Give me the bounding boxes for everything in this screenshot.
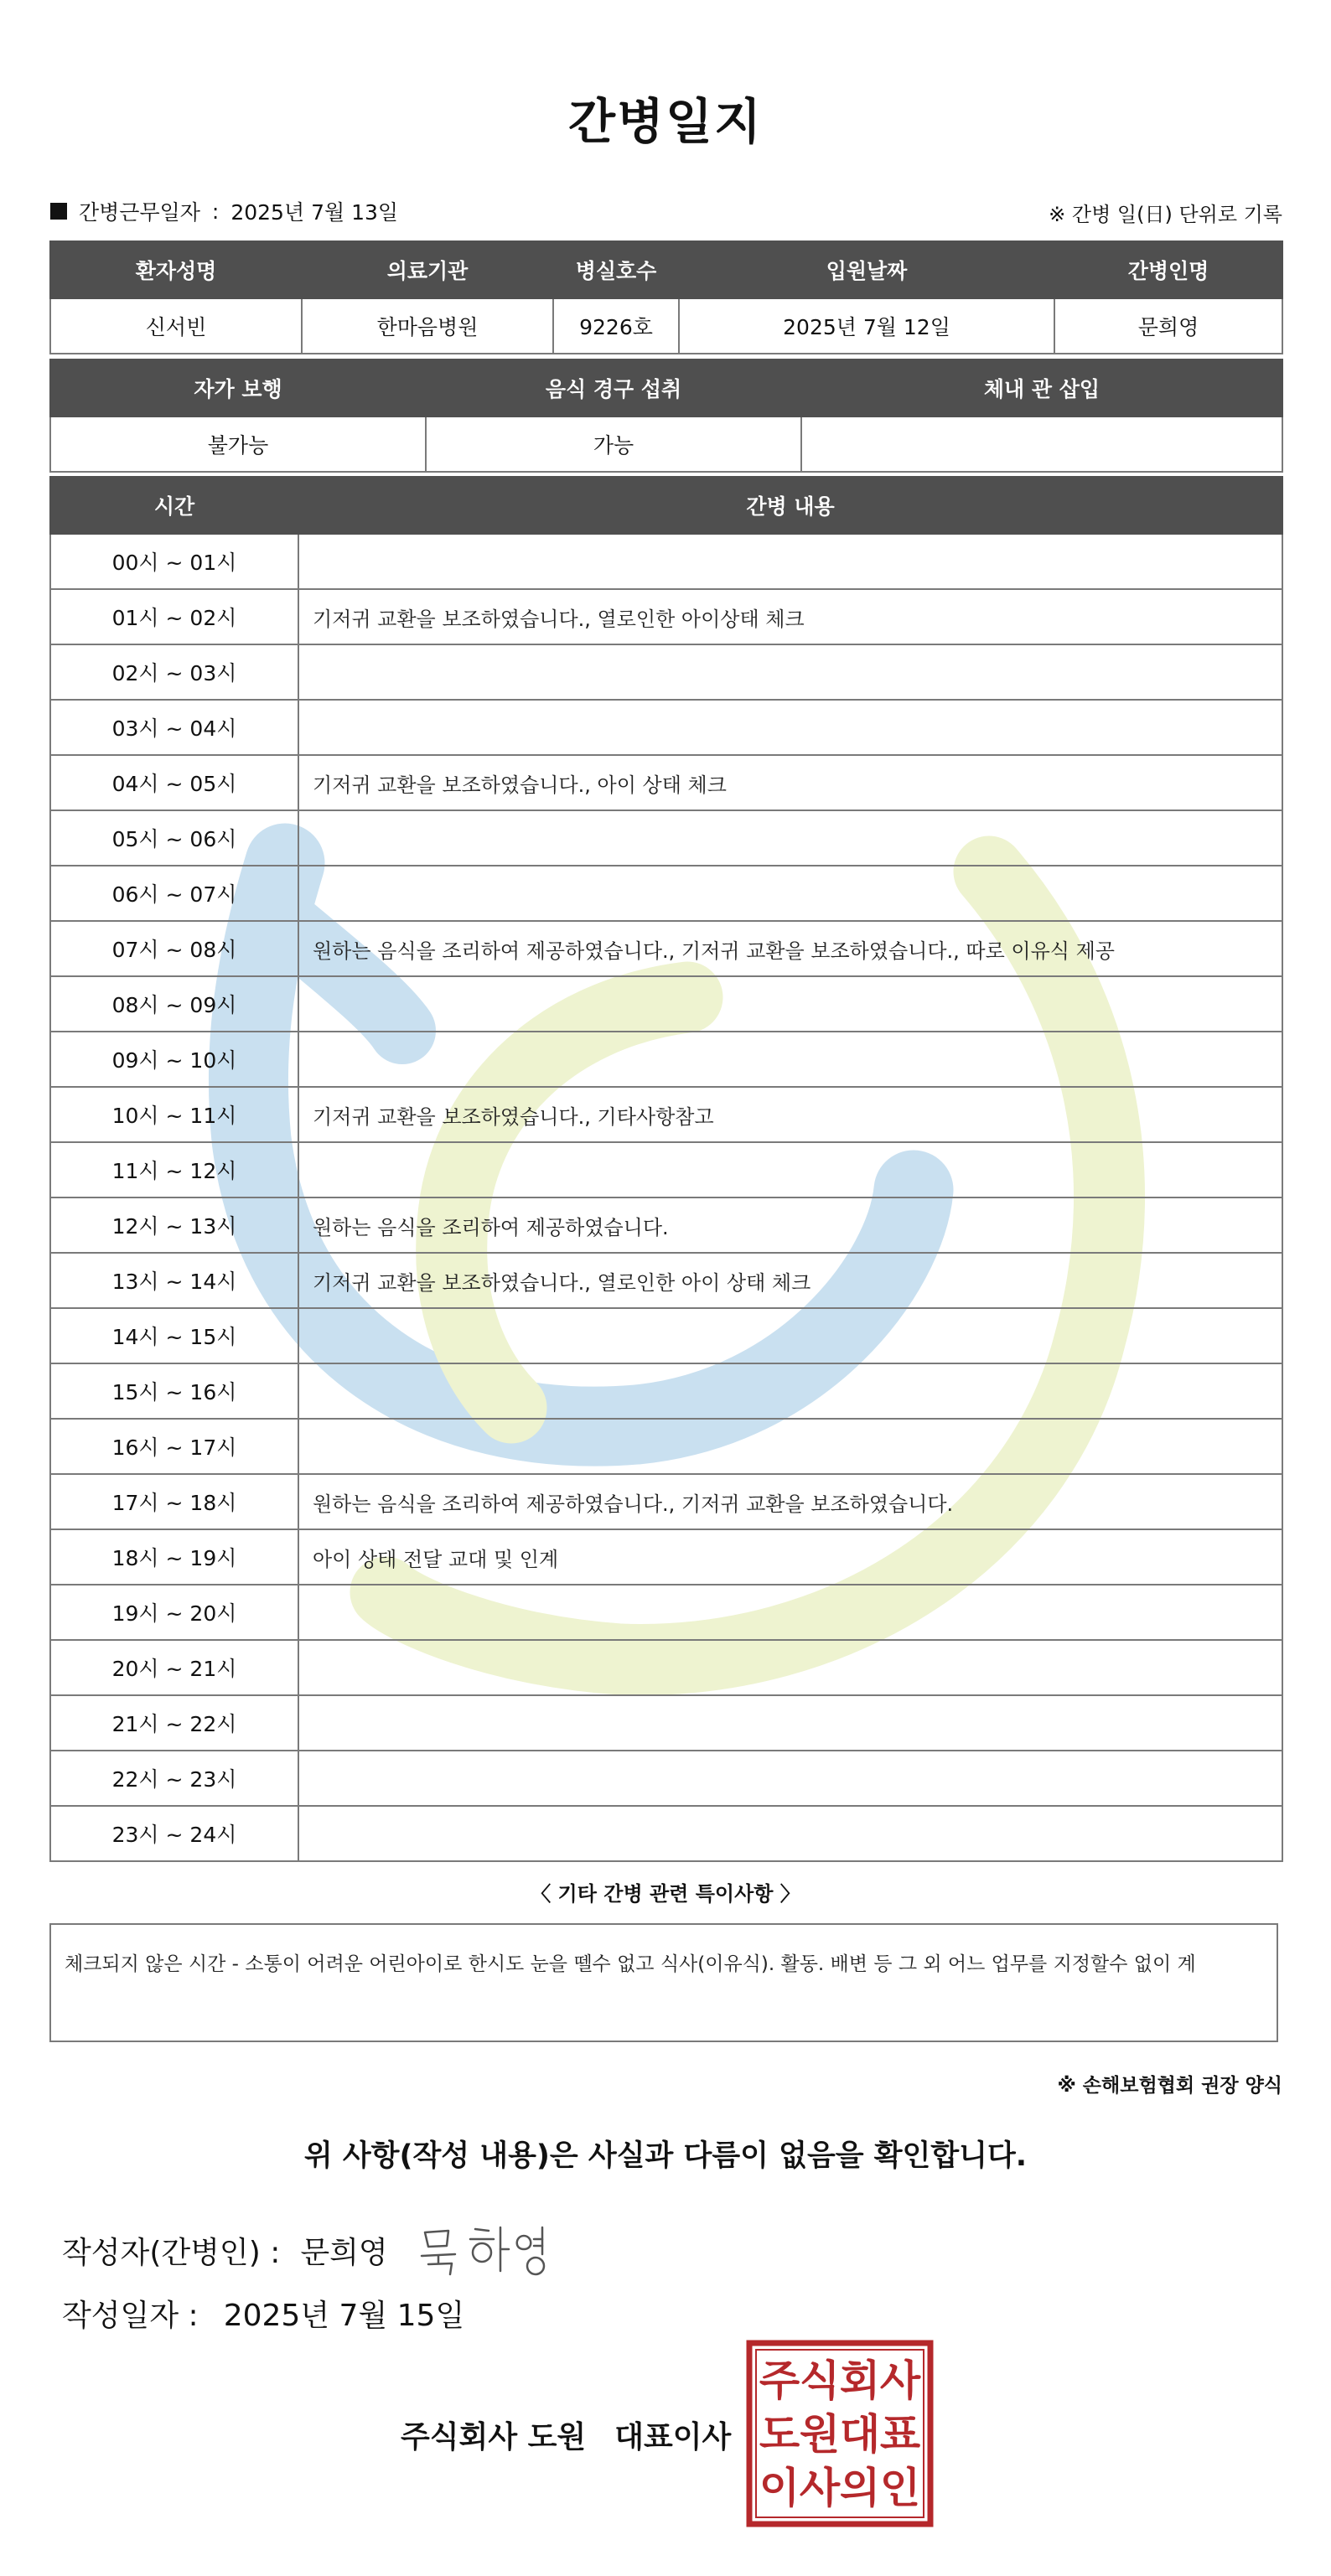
log-content [298,1142,1282,1197]
log-time: 16시 ~ 17시 [50,1419,298,1474]
log-time: 01시 ~ 02시 [50,589,298,644]
log-time: 17시 ~ 18시 [50,1474,298,1529]
work-date-value: 2025년 7월 13일 [230,200,399,225]
oral-intake-status: 가능 [426,416,801,472]
svg-text:표: 표 [879,2410,921,2459]
log-row [50,866,1282,921]
log-content: 기저귀 교환을 보조하였습니다., 열로인한 아이상태 체크 [298,589,1282,644]
log-row [50,1253,1282,1308]
log-row [50,1308,1282,1363]
log-content [298,866,1282,921]
writer-row [62,2221,584,2279]
log-time: 11시 ~ 12시 [50,1142,298,1197]
company-row [401,2413,731,2456]
log-time: 05시 ~ 06시 [50,810,298,866]
log-time: 06시 ~ 07시 [50,866,298,921]
tube-insertion-status [801,416,1282,472]
remarks-title: 〈 기타 간병 관련 특이사항 〉 [531,1882,800,1906]
unit-note: ※ 간병 일(日) 단위로 기록 [1049,203,1282,226]
log-content [298,1585,1282,1640]
company-seal-stamp [746,2340,934,2527]
log-row [50,1640,1282,1695]
patient-name: 신서빈 [50,298,302,354]
log-content: 아이 상태 전달 교대 및 인계 [298,1529,1282,1585]
log-time: 18시 ~ 19시 [50,1529,298,1585]
log-content: 원하는 음식을 조리하여 제공하였습니다., 기저귀 교환을 보조하였습니다. [298,1474,1282,1529]
log-content: 기저귀 교환을 보조하였습니다., 아이 상태 체크 [298,755,1282,810]
log-time: 19시 ~ 20시 [50,1585,298,1640]
remarks-box [49,1923,1278,2042]
written-date-row [62,2292,464,2335]
log-time: 22시 ~ 23시 [50,1751,298,1806]
header-care-content: 간병 내용 [298,477,1282,534]
log-row [50,810,1282,866]
insurer-note: ※ 손해보험협회 권장 양식 [1057,2075,1282,2097]
log-row [50,1087,1282,1142]
svg-text:대: 대 [839,2410,881,2459]
log-content [298,1419,1282,1474]
svg-text:인: 인 [879,2464,921,2512]
svg-text:주: 주 [759,2356,800,2405]
admission-date: 2025년 7월 12일 [679,298,1054,354]
log-time: 02시 ~ 03시 [50,644,298,700]
svg-text:회: 회 [839,2356,881,2405]
log-row [50,921,1282,976]
ceo-title: 대표이사 [614,2420,732,2454]
work-date-separator: : [211,199,220,224]
log-row [50,1419,1282,1474]
header-admission-date: 입원날짜 [679,241,1054,298]
svg-text:사: 사 [879,2356,921,2405]
log-content [298,700,1282,755]
log-row [50,1363,1282,1419]
log-row [50,1695,1282,1751]
log-time: 12시 ~ 13시 [50,1197,298,1253]
log-content [298,644,1282,700]
walking-status: 불가능 [50,416,426,472]
company-name: 주식회사 도원 [401,2420,587,2454]
log-content [298,1751,1282,1806]
header-time: 시간 [50,477,298,534]
log-content: 원하는 음식을 조리하여 제공하였습니다. [298,1197,1282,1253]
log-time: 10시 ~ 11시 [50,1087,298,1142]
caregiver-name: 문희영 [1054,298,1282,354]
log-row [50,1751,1282,1806]
patient-info-table [49,241,1283,354]
log-row [50,1474,1282,1529]
log-content: 기저귀 교환을 보조하였습니다., 기타사항참고 [298,1087,1282,1142]
log-time: 08시 ~ 09시 [50,976,298,1032]
log-time: 15시 ~ 16시 [50,1363,298,1419]
log-row [50,755,1282,810]
confirmation-statement: 위 사항(작성 내용)은 사실과 다름이 없음을 확인합니다. [303,2139,1028,2173]
log-content [298,1695,1282,1751]
log-content [298,1806,1282,1861]
written-date-value: 2025년 7월 15일 [223,2299,465,2333]
log-content: 원하는 음식을 조리하여 제공하였습니다., 기저귀 교환을 보조하였습니다., 따로 이유식 제공 [298,921,1282,976]
log-row [50,644,1282,700]
log-row [50,1585,1282,1640]
log-content [298,810,1282,866]
log-time: 13시 ~ 14시 [50,1253,298,1308]
log-row [50,976,1282,1032]
log-content [298,1363,1282,1419]
header-patient-name: 환자성명 [50,241,302,298]
log-content [298,976,1282,1032]
header-hospital: 의료기관 [302,241,553,298]
log-time: 21시 ~ 22시 [50,1695,298,1751]
handwritten-signature [417,2221,584,2279]
log-time: 14시 ~ 15시 [50,1308,298,1363]
header-room: 병실호수 [553,241,679,298]
log-content [298,1308,1282,1363]
log-time: 00시 ~ 01시 [50,534,298,589]
writer-name: 문희영 [300,2235,388,2270]
log-row [50,1197,1282,1253]
work-date-row [50,196,398,226]
log-row [50,589,1282,644]
log-time: 23시 ~ 24시 [50,1806,298,1861]
written-date-label: 작성일자 : [62,2299,199,2333]
log-time: 07시 ~ 08시 [50,921,298,976]
room-number: 9226호 [553,298,679,354]
log-content: 기저귀 교환을 보조하였습니다., 열로인한 아이 상태 체크 [298,1253,1282,1308]
bullet-square-icon [50,203,67,220]
log-row [50,1032,1282,1087]
log-content [298,1640,1282,1695]
document-title: 간병일지 [567,93,764,150]
log-content [298,534,1282,589]
care-log-table [49,476,1283,1862]
svg-text:식: 식 [799,2356,841,2405]
svg-text:의: 의 [839,2464,881,2512]
writer-label: 작성자(간병인) : [62,2235,281,2270]
header-walking: 자가 보행 [50,360,426,416]
header-tube-insertion: 체내 관 삽입 [801,360,1282,416]
care-log-body [50,534,1282,1861]
log-row [50,534,1282,589]
hospital-name: 한마음병원 [302,298,553,354]
log-time: 04시 ~ 05시 [50,755,298,810]
log-row [50,1806,1282,1861]
log-content [298,1032,1282,1087]
log-time: 20시 ~ 21시 [50,1640,298,1695]
log-time: 03시 ~ 04시 [50,700,298,755]
log-row [50,1529,1282,1585]
log-time: 09시 ~ 10시 [50,1032,298,1087]
remarks-text: 체크되지 않은 시간 - 소통이 어려운 어린아이로 한시도 눈을 뗄수 없고 식사(이유식). 활동. 배변 등 그 외 어느 업무를 지정할수 없이 계 [65,1953,1196,1975]
svg-text:도: 도 [759,2410,800,2459]
patient-status-table [49,359,1283,473]
log-row [50,1142,1282,1197]
svg-text:이: 이 [759,2464,800,2512]
header-oral-intake: 음식 경구 섭취 [426,360,801,416]
svg-text:원: 원 [799,2410,841,2459]
header-caregiver-name: 간병인명 [1054,241,1282,298]
work-date-label: 간병근무일자 [79,200,200,225]
log-row [50,700,1282,755]
svg-text:사: 사 [799,2464,841,2512]
